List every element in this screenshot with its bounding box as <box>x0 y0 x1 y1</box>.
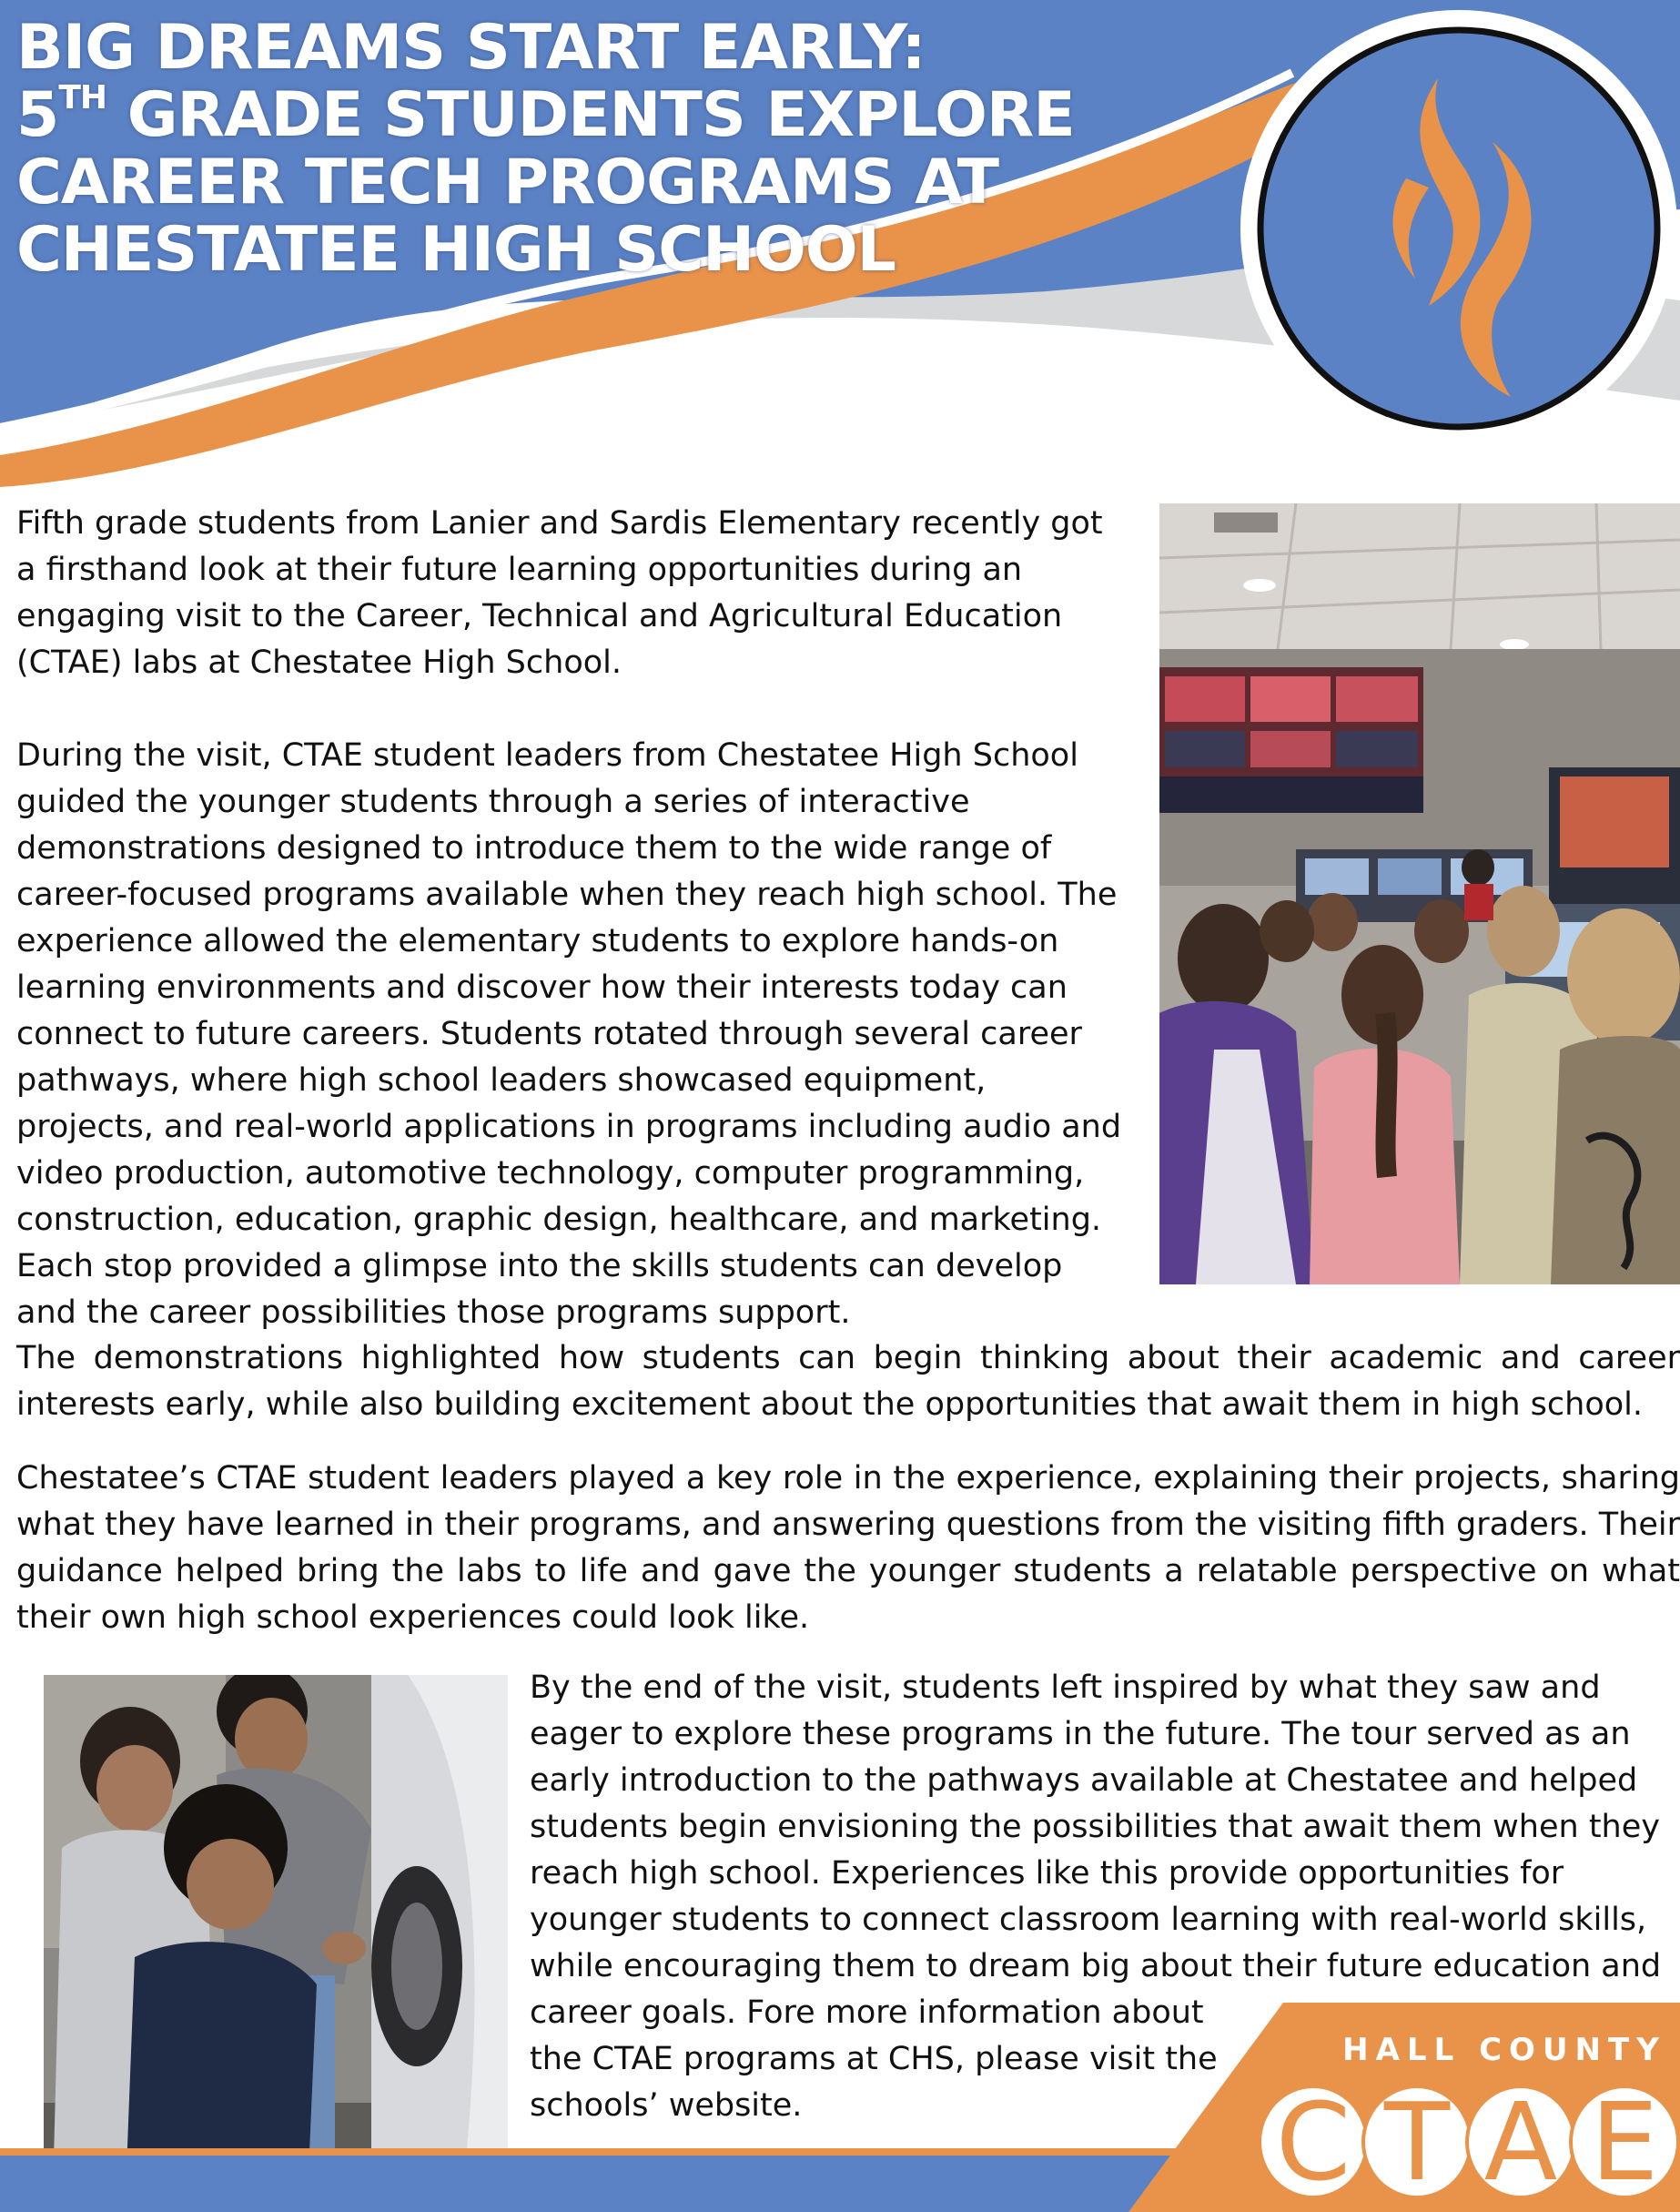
ctae-logo-org-name: HALL COUNTY <box>1342 2032 1666 2068</box>
title-line-1: BIG DREAMS START EARLY: <box>16 12 926 84</box>
title-th-superscript: TH <box>58 79 107 117</box>
title-line-4: CHESTATEE HIGH SCHOOL <box>16 214 896 286</box>
ctae-letter-e: E <box>1569 2085 1680 2199</box>
ctae-letter-a: A <box>1465 2085 1576 2199</box>
ctae-logo <box>1265 2079 1680 2212</box>
ctae-letter-c: C <box>1258 2085 1369 2199</box>
page-title <box>16 12 1218 286</box>
automotive-photo <box>44 1675 508 2194</box>
paragraph-demonstrations: The demonstrations highlighted how students can begin thinking about their academic and career interests early, while also building excitement about the opportunities that await them in high school. <box>16 1340 1680 1423</box>
title-line-2: GRADE STUDENTS EXPLORE <box>106 79 1075 151</box>
title-5: 5 <box>16 79 59 151</box>
title-line-3: CAREER TECH PROGRAMS AT <box>16 147 999 218</box>
ctae-letter-t: T <box>1361 2085 1473 2199</box>
studio-photo <box>1159 503 1680 1284</box>
paragraph-conclusion: By the end of the visit, students left inspired by what they saw and eager to explore these programs in the future. The tour served as an early introduction to the pathways available at Chestatee and helped students begin envisioning the possibilities that await them when they reach high school. Experiences like this provide opportunities for younger students to connect classroom learning with real-world skills, while encouraging them to dream big about their future education and career goals. Fore more information about the CTAE programs at CHS, please visit the schools’ website. <box>530 1669 1662 2124</box>
paragraph-intro: Fifth grade students from Lanier and Sardis Elementary recently got a firsthand look at their future learning opportunities during an engaging visit to the Career, Technical and Agricultural Education (CTAE) labs at Chestatee High School. <box>16 505 1103 681</box>
paragraph-leaders: Chestatee’s CTAE student leaders played a key role in the experience, explaining their projects, sharing what they have learned in their programs, and answering questions from the visiting fifth graders. Their guidance helped bring the labs to life and gave the younger students a relatable perspective on what their own high school experiences could look like. <box>16 1460 1680 1636</box>
school-flame-logo <box>1220 5 1680 452</box>
paragraph-visit: During the visit, CTAE student leaders from Chestatee High School guided the younger students through a series of interactive demonstrations designed to introduce them to the wide range of career-focused programs available when they reach high school. The experience allowed the elementary students to explore hands-on learning environments and discover how their interests today can connect to future careers. Students rotated through several career pathways, where high school leaders showcased equipment, projects, and real-world applications in programs including audio and video production, automotive technology, computer programming, construction, education, graphic design, healthcare, and marketing. Each stop provided a glimpse into the skills students can develop and the career possibilities those programs support. <box>16 737 1122 1331</box>
